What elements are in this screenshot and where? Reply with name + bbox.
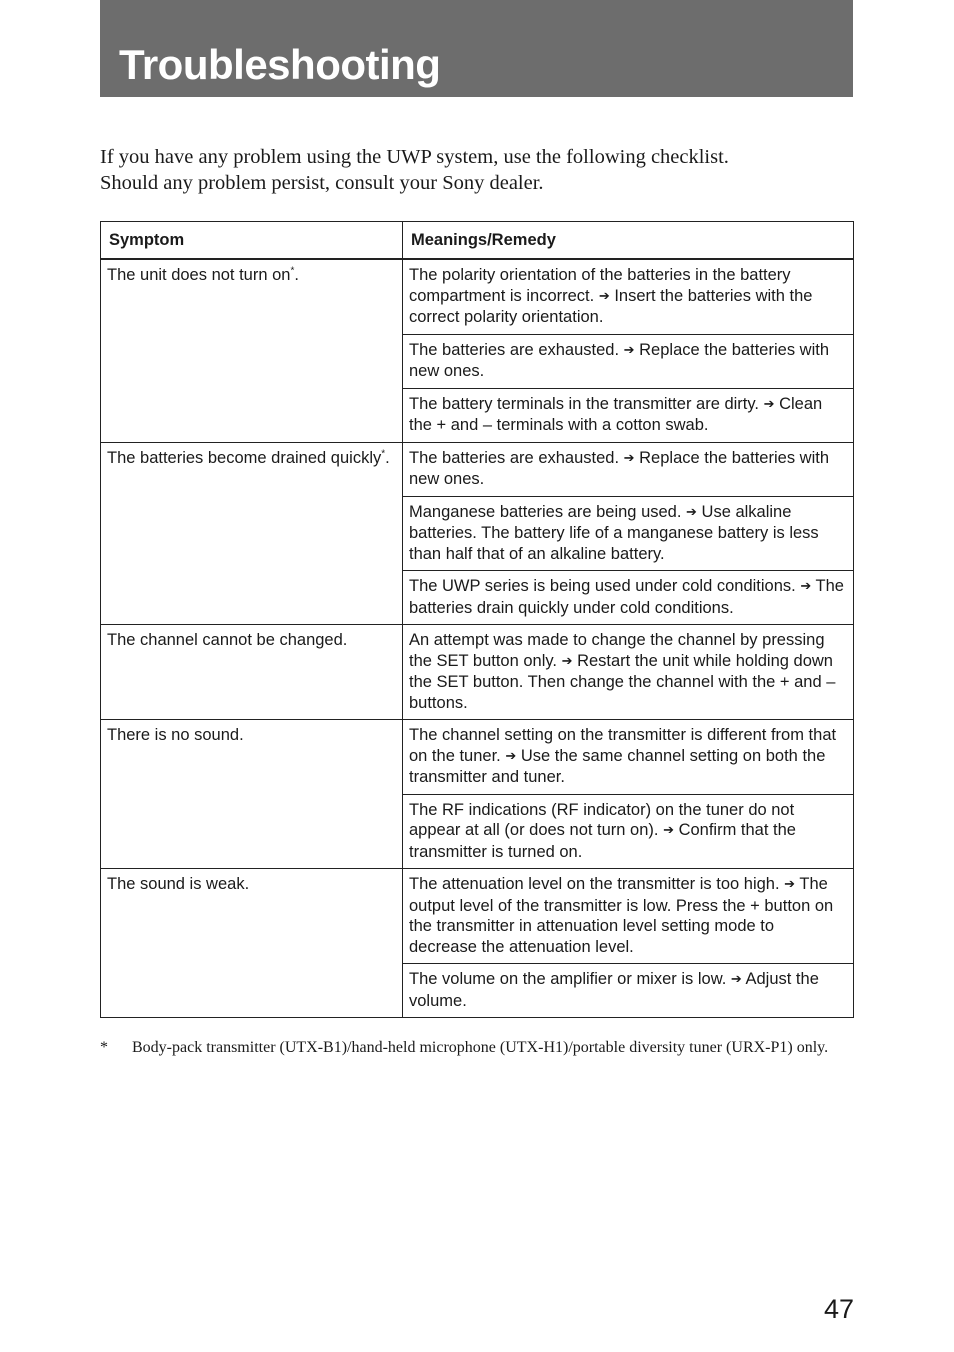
remedy-fix: Use the same channel setting on both the transmitter and tuner. [409, 746, 826, 786]
symptom-column-header: Symptom [101, 222, 403, 260]
remedy-cell [403, 388, 854, 442]
table-row [101, 442, 854, 496]
remedy-cell [403, 571, 854, 625]
page-header-bar [100, 0, 853, 97]
footnote-reference: * [381, 448, 386, 459]
footnote-reference: * [290, 265, 295, 277]
arrow-right-icon: ➔ [561, 652, 573, 668]
arrow-right-icon: ➔ [763, 395, 775, 411]
remedy-cell [403, 334, 854, 388]
intro-line-2: Should any problem persist, consult your Sony dealer. [100, 172, 544, 194]
remedy-cause: The batteries are exhausted. [409, 340, 620, 359]
symptom-cell [101, 720, 403, 869]
remedy-fix: Restart the unit while holding down the SET button. Then change the channel with the + and – buttons. [409, 651, 836, 712]
arrow-right-icon: ➔ [598, 287, 610, 303]
remedy-fix: Adjust the volume. [409, 970, 819, 1010]
symptom-period: . [294, 266, 299, 284]
symptom-text: The sound is weak. [107, 875, 250, 893]
remedy-cause: Manganese batteries are being used. [409, 502, 682, 521]
remedy-cause: The channel setting on the transmitter is different from that on the tuner. [409, 726, 837, 765]
table-row [101, 869, 854, 964]
remedy-cell [403, 625, 854, 720]
remedy-fix: The batteries drain quickly under cold conditions. [409, 577, 844, 617]
table-body [101, 259, 854, 1018]
remedy-cause: The RF indications (RF indicator) on the tuner do not appear at all (or does not turn on). [409, 800, 795, 839]
arrow-right-icon: ➔ [686, 503, 697, 519]
intro-paragraph [100, 144, 860, 196]
remedy-cause: The batteries are exhausted. [409, 448, 620, 467]
arrow-right-icon: ➔ [663, 822, 674, 837]
remedy-cell [403, 259, 854, 334]
remedy-fix: Clean the + and – terminals with a cotton swab. [409, 394, 823, 434]
remedy-fix: Insert the batteries with the correct polarity orientation. [409, 286, 813, 326]
remedy-fix: Use alkaline batteries. The battery life of a manganese battery is less than half that of an alkaline battery. [409, 502, 819, 563]
remedy-cause: The UWP series is being used under cold conditions. [409, 577, 796, 595]
troubleshooting-table [100, 221, 854, 1018]
remedy-cause: The volume on the amplifier or mixer is low. [409, 970, 727, 988]
page-title: Troubleshooting [119, 41, 441, 88]
remedy-cause: The polarity orientation of the batteries in the battery compartment is incorrect. [409, 266, 791, 305]
remedy-cell [403, 794, 854, 869]
symptom-cell [101, 259, 403, 442]
symptom-text: There is no sound. [107, 726, 244, 744]
remedy-cell [403, 496, 854, 571]
arrow-right-icon: ➔ [784, 876, 796, 891]
symptom-cell [101, 625, 403, 720]
remedy-cell [403, 964, 854, 1018]
symptom-text: The unit does not turn on [107, 266, 291, 284]
page-number: 47 [823, 1294, 854, 1324]
remedy-fix: The output level of the transmitter is low. Press the + button on the transmitter in attenuation level setting mode to decrease the attenuation level. [409, 875, 834, 956]
arrow-right-icon: ➔ [623, 341, 635, 357]
remedy-cell [403, 442, 854, 496]
table-row [101, 259, 854, 334]
arrow-right-icon: ➔ [730, 971, 742, 986]
table-header-row [101, 222, 854, 260]
remedy-cause: The attenuation level on the transmitter is too high. [409, 875, 780, 893]
arrow-right-icon: ➔ [800, 578, 812, 593]
table-row [101, 720, 854, 795]
arrow-right-icon: ➔ [505, 747, 517, 763]
symptom-cell [101, 869, 403, 1018]
intro-line-1: If you have any problem using the UWP system, use the following checklist. [100, 146, 729, 168]
table-row [101, 625, 854, 720]
symptom-cell [101, 442, 403, 625]
symptom-text: The batteries become drained quickly [107, 448, 382, 467]
remedy-cause: An attempt was made to change the channel by pressing the SET button only. [409, 631, 825, 670]
remedy-cell [403, 869, 854, 964]
symptom-text: The channel cannot be changed. [107, 631, 348, 649]
remedy-column-header: Meanings/Remedy [403, 222, 854, 260]
arrow-right-icon: ➔ [623, 449, 635, 465]
remedy-fix: Confirm that the transmitter is turned on. [409, 821, 796, 861]
remedy-cell [403, 720, 854, 795]
symptom-period: . [385, 448, 390, 467]
footnote-mark: * [100, 1039, 108, 1056]
remedy-fix: Replace the batteries with new ones. [409, 340, 829, 380]
remedy-fix: Replace the batteries with new ones. [409, 448, 829, 488]
remedy-cause: The battery terminals in the transmitter are dirty. [409, 394, 759, 413]
footnote-text: Body-pack transmitter (UTX-B1)/hand-held microphone (UTX-H1)/portable diversity tuner (URX-P1) only. [132, 1039, 829, 1056]
